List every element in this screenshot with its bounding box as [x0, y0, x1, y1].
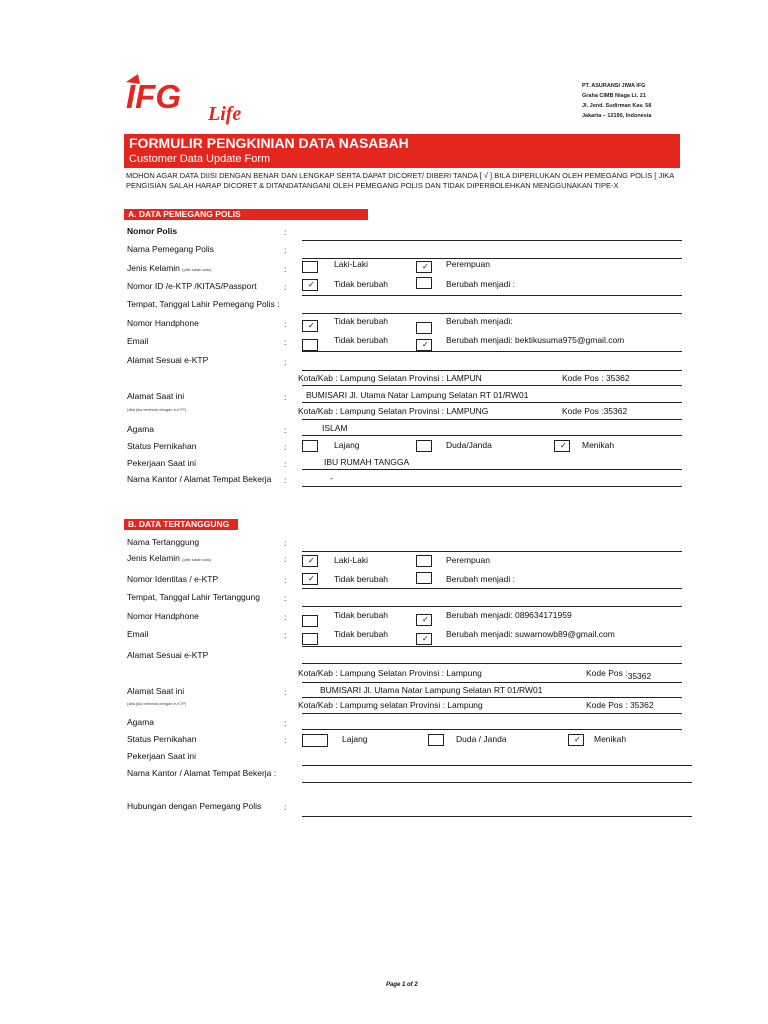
label-email: Email [127, 336, 149, 346]
colon: : [284, 630, 287, 640]
label-alamat-saat-ini: Alamat Saat ini [127, 391, 185, 401]
checkbox-tidak-berubah[interactable] [302, 339, 318, 351]
kantor-value: - [330, 473, 333, 483]
agama-value: ISLAM [322, 423, 348, 433]
checkbox-lajang[interactable] [302, 734, 328, 747]
label-agama: Agama [127, 424, 154, 434]
option-tidak-berubah: Tidak berubah [334, 335, 389, 345]
option-menikah: Menikah [594, 734, 627, 744]
field-line [302, 402, 682, 403]
field-line[interactable] [302, 782, 692, 783]
field-line[interactable] [302, 370, 682, 371]
colon: : [284, 227, 287, 237]
handphone-value: Berubah menjadi: 089634171959 [446, 610, 572, 620]
option-menikah: Menikah [582, 440, 615, 450]
address-line: PT. ASURANSI JIWA IFG [582, 83, 646, 89]
instructions: MOHON AGAR DATA DIISI DENGAN BENAR DAN LENGKAP SERTA DAPAT DICORET/ DIBERI TANDA [ √ ] BILA DIPERLUKAN OLEH PEMEGANG POLIS [ JIKA PENGISIAN SALAH HARAP DICORET & DITANDATANGANI OLEH PEMEGANG POLIS DAN TIDAK DIPERBOLEHKAN MENGGUNAKAN TIPE-X [126, 171, 674, 190]
field-line[interactable] [302, 816, 692, 817]
checkbox-tidak-berubah[interactable] [302, 320, 318, 332]
form-title-banner [124, 134, 680, 168]
colon: : [284, 575, 287, 585]
option-tidak-berubah: Tidak berubah [334, 610, 389, 620]
form-subtitle: Customer Data Update Form [129, 153, 271, 165]
option-tidak-berubah: Tidak berubah [334, 279, 389, 289]
alamat-ktp-kodepos: Kode Pos : 35362 [562, 373, 630, 383]
section-b-header: B. DATA TERTANGGUNG [124, 519, 238, 530]
colon: : [284, 392, 287, 402]
logo-graphic [124, 72, 254, 126]
option-berubah-menjadi: Berubah menjadi : [446, 574, 515, 584]
svg-text:Life: Life [208, 103, 242, 125]
section-a-header: A. DATA PEMEGANG POLIS [124, 209, 368, 220]
label-nomor-polis: Nomor Polis [127, 226, 178, 236]
field-line [302, 258, 682, 259]
alamat-kodepos: Kode Pos : 35362 [586, 700, 654, 710]
hint-text: (pilih salah satu) [182, 267, 212, 272]
label-alamat-saat-ini: Alamat Saat ini [127, 686, 185, 696]
label-pekerjaan: Pekerjaan Saat ini [127, 751, 196, 761]
colon: : [284, 538, 287, 548]
colon: : [284, 593, 287, 603]
option-perempuan: Perempuan [446, 259, 490, 269]
checkbox-berubah-menjadi[interactable] [416, 633, 432, 645]
option-berubah-menjadi: Berubah menjadi: [446, 316, 513, 326]
hint-text: (pilih salah satu) [182, 557, 212, 562]
alamat-kodepos [586, 668, 652, 681]
page-number: Page 1 of 2 [386, 982, 418, 988]
field-line [302, 435, 682, 436]
alamat-kota-line: Kota/Kab : Lampumg selatan Provinsi : Lampung [298, 700, 483, 710]
checkbox-tidak-berubah[interactable] [302, 633, 318, 645]
kodepos-label: Kode Pos : [586, 668, 628, 678]
colon: : [284, 282, 287, 292]
field-line [302, 646, 682, 647]
checkbox-tidak-berubah[interactable] [302, 615, 318, 627]
field-line[interactable] [302, 313, 682, 314]
checkbox-perempuan[interactable] [416, 261, 432, 273]
colon: : [284, 442, 287, 452]
alamat-kodepos: Kode Pos :35362 [562, 406, 628, 416]
colon: : [284, 245, 287, 255]
hint-diisi-jika: (diisi jika berbeda dengan e-KTP) [127, 407, 187, 412]
hint-diisi-jika: (diisi jika berbeda dengan e-KTP) [127, 701, 187, 706]
field-line [302, 385, 682, 386]
field-line [302, 351, 682, 352]
label-text: Jenis Kelamin [127, 263, 180, 273]
alamat-kota-line: Kota/Kab : Lampung Selatan Provinsi : LAMPUNG [298, 406, 489, 416]
checkbox-berubah-menjadi[interactable] [416, 339, 432, 351]
form-title: FORMULIR PENGKINIAN DATA NASABAH [129, 135, 409, 151]
address-line: Jl. Jend. Sudirman Kav. 58 [582, 103, 652, 109]
kodepos-value: 35362 [627, 671, 652, 681]
label-status-pernikahan: Status Pernikahan [127, 734, 197, 744]
label-email: Email [127, 629, 149, 639]
field-line [302, 697, 682, 698]
ifg-life-logo [124, 72, 254, 128]
label-nama-tertanggung: Nama Tertanggung [127, 537, 200, 547]
checkbox-berubah-menjadi[interactable] [416, 277, 432, 289]
option-tidak-berubah: Tidak berubah [334, 316, 389, 326]
company-address [582, 81, 651, 121]
colon: : [284, 357, 287, 367]
checkbox-duda-janda[interactable] [416, 440, 432, 452]
label-nama-kantor: Nama Kantor / Alamat Tempat Bekerja [127, 474, 272, 484]
label-agama: Agama [127, 717, 154, 727]
email-value: Berubah menjadi: suwarnowb89@gmail.com [446, 629, 615, 639]
checkbox-laki-laki[interactable] [302, 261, 318, 273]
alamat-kota-line: Kota/Kab : Lampung Selatan Provinsi : Lampung [298, 668, 482, 678]
colon: : [284, 612, 287, 622]
option-lajang: Lajang [334, 440, 360, 450]
checkbox-berubah-menjadi[interactable] [416, 614, 432, 626]
alamat-saat-ini-value: BUMISARI Jl. Utama Natar Lampung Selatan RT 01/RW01 [320, 685, 543, 695]
field-line[interactable] [302, 240, 682, 241]
colon: : [284, 554, 287, 564]
label-nama-pemegang-polis: Nama Pemegang Polis [127, 244, 214, 254]
colon: : [284, 459, 287, 469]
field-line [302, 486, 682, 487]
colon: : [284, 337, 287, 347]
checkbox-tidak-berubah[interactable] [302, 279, 318, 291]
colon: : [284, 687, 287, 697]
option-berubah-menjadi: Berubah menjadi : [446, 279, 515, 289]
field-line[interactable] [302, 551, 682, 552]
address-line: Graha CIMB Niaga Lt. 21 [582, 93, 646, 99]
label-text: Jenis Kelamin [127, 553, 180, 563]
checkbox-menikah[interactable] [554, 440, 570, 452]
colon: : [284, 718, 287, 728]
option-lajang: Lajang [342, 734, 368, 744]
label-jenis-kelamin [127, 263, 211, 273]
label-hubungan: Hubungan dengan Pemegang Polis [127, 801, 262, 811]
alamat-ktp-kota: Kota/Kab : Lampung Selatan Provinsi : LAMPUN [298, 373, 482, 383]
label-nomor-id: Nomor ID /e-KTP /KITAS/Passport [127, 281, 257, 291]
label-ttl: Tempat, Tanggal Lahir Pemegang Polis : [127, 299, 280, 309]
field-line[interactable] [302, 663, 682, 664]
address-line: Jakarta – 12190, Indonesia [582, 113, 652, 119]
colon: : [284, 425, 287, 435]
field-line[interactable] [302, 729, 682, 730]
checkbox-lajang[interactable] [302, 440, 318, 452]
field-line [302, 419, 682, 420]
field-line [302, 588, 682, 589]
option-perempuan: Perempuan [446, 555, 490, 565]
label-alamat-ktp: Alamat Sesuai e-KTP [127, 650, 209, 660]
colon: : [284, 319, 287, 329]
checkbox-laki-laki[interactable] [302, 555, 318, 567]
option-laki-laki: Laki-Laki [334, 555, 369, 565]
email-value: Berubah menjadi: bektikusuma975@gmail.com [446, 335, 625, 345]
checkbox-perempuan[interactable] [416, 555, 432, 567]
checkbox-tidak-berubah[interactable] [302, 573, 318, 585]
colon: : [284, 735, 287, 745]
label-pekerjaan: Pekerjaan Saat ini [127, 458, 196, 468]
option-tidak-berubah: Tidak berubah [334, 574, 389, 584]
checkbox-berubah-menjadi[interactable] [416, 572, 432, 584]
checkbox-berubah-menjadi[interactable] [416, 322, 432, 334]
label-nomor-handphone: Nomor Handphone [127, 318, 199, 328]
field-line[interactable] [302, 606, 682, 607]
alamat-saat-ini-value: BUMISARI Jl. Utama Natar Lampung Selatan RT 01/RW01 [306, 390, 529, 400]
label-ttl-tertanggung: Tempat, Tanggal Lahir Tertanggung [127, 592, 260, 602]
option-tidak-berubah: Tidak berubah [334, 629, 389, 639]
label-nama-kantor: Nama Kantor / Alamat Tempat Bekerja : [127, 768, 277, 778]
label-alamat-ktp: Alamat Sesuai e-KTP [127, 355, 209, 365]
colon: : [284, 802, 287, 812]
colon: : [284, 264, 287, 274]
svg-text:IFG: IFG [126, 78, 181, 115]
label-status-pernikahan: Status Pernikahan [127, 441, 197, 451]
colon: : [284, 475, 287, 485]
option-laki-laki: Laki-Laki [334, 259, 369, 269]
field-line[interactable] [302, 765, 692, 766]
label-jenis-kelamin [127, 553, 211, 563]
field-line [302, 713, 682, 714]
checkbox-duda-janda[interactable] [428, 734, 444, 746]
field-line [302, 682, 682, 683]
field-line [302, 469, 682, 470]
checkbox-menikah[interactable] [568, 734, 584, 746]
pekerjaan-value: IBU RUMAH TANGGA [324, 457, 410, 467]
field-line [302, 295, 682, 296]
option-duda-janda: Duda / Janda [456, 734, 507, 744]
option-duda-janda: Duda/Janda [446, 440, 492, 450]
label-nomor-handphone: Nomor Handphone [127, 611, 199, 621]
label-nomor-identitas: Nomor Identitas / e-KTP [127, 574, 219, 584]
